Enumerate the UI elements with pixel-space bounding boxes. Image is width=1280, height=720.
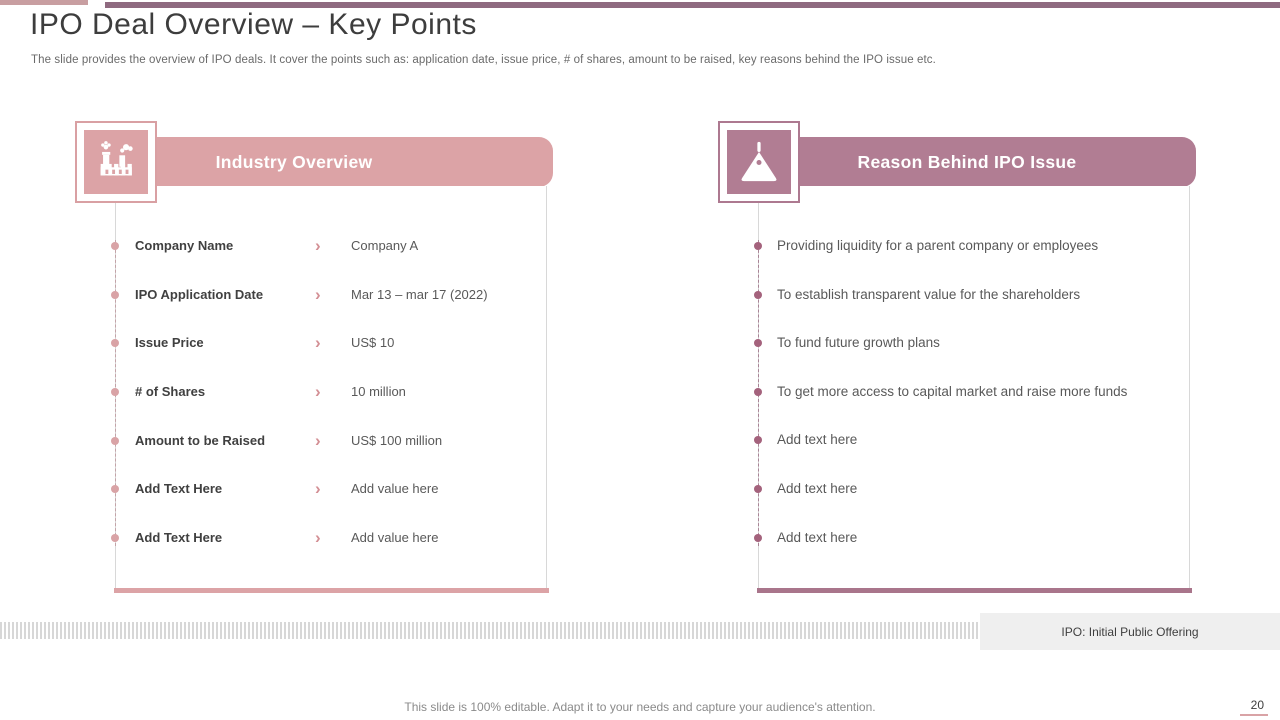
row-value: US$ 10 xyxy=(351,335,395,350)
row-value: US$ 100 million xyxy=(351,433,443,448)
chevron-right-icon: › xyxy=(315,431,321,450)
list-item xyxy=(758,529,1190,547)
page-number-underline xyxy=(1240,714,1268,716)
bullet-icon xyxy=(111,437,119,445)
chevron-right-icon: › xyxy=(315,236,321,255)
table-row xyxy=(115,383,547,401)
list-item-text: Add text here xyxy=(777,481,858,496)
list-item-text: To establish transparent value for the shareholders xyxy=(777,287,1081,302)
bullet-icon xyxy=(754,291,762,299)
right-panel-bottom-accent xyxy=(757,588,1192,593)
table-row xyxy=(115,334,547,352)
list-item xyxy=(758,237,1190,255)
bullet-icon xyxy=(111,485,119,493)
left-panel-header: Industry Overview xyxy=(115,137,553,187)
chevron-right-icon: › xyxy=(315,285,321,304)
ruler-tick-strip xyxy=(0,622,980,639)
list-item-text: To get more access to capital market and raise more funds xyxy=(777,384,1128,399)
abbreviation-note: IPO: Initial Public Offering xyxy=(980,613,1280,650)
page-title: IPO Deal Overview – Key Points xyxy=(30,8,477,41)
chevron-right-icon: › xyxy=(315,479,321,498)
page-subtitle: The slide provides the overview of IPO deals. It cover the points such as: application date, issue price, # of shares, amount to be raised, key reasons behind the IPO issue etc. xyxy=(31,54,936,66)
row-value: 10 million xyxy=(351,384,406,399)
list-item-text: Add text here xyxy=(777,530,858,545)
chevron-right-icon: › xyxy=(315,382,321,401)
bullet-icon xyxy=(111,291,119,299)
left-panel-icon-box xyxy=(75,121,157,203)
top-accent-bar-pink xyxy=(0,0,88,5)
bullet-icon xyxy=(111,388,119,396)
bullet-icon xyxy=(111,339,119,347)
list-item xyxy=(758,334,1190,352)
row-label: Amount to be Raised xyxy=(135,433,266,448)
row-value: Add value here xyxy=(351,481,439,496)
list-item xyxy=(758,383,1190,401)
bullet-icon xyxy=(111,242,119,250)
list-item-text: Add text here xyxy=(777,432,858,447)
bullet-icon xyxy=(754,534,762,542)
list-item xyxy=(758,480,1190,498)
bullet-icon xyxy=(754,436,762,444)
bullet-icon xyxy=(754,485,762,493)
bullet-icon xyxy=(754,388,762,396)
right-panel-icon-box xyxy=(718,121,800,203)
list-item-text: Providing liquidity for a parent company or employees xyxy=(777,238,1099,253)
table-row xyxy=(115,432,547,450)
warning-flask-icon xyxy=(727,130,791,194)
table-row xyxy=(115,237,547,255)
table-row xyxy=(115,480,547,498)
chevron-right-icon: › xyxy=(315,333,321,352)
table-row xyxy=(115,286,547,304)
row-value: Mar 13 – mar 17 (2022) xyxy=(351,287,488,302)
row-label: # of Shares xyxy=(135,384,206,399)
page-number: 20 xyxy=(1250,698,1264,712)
row-label: Company Name xyxy=(135,238,234,253)
row-label: Add Text Here xyxy=(135,530,223,545)
row-label: IPO Application Date xyxy=(135,287,264,302)
row-label: Issue Price xyxy=(135,335,204,350)
row-value: Add value here xyxy=(351,530,439,545)
factory-icon xyxy=(84,130,148,194)
footer-note: This slide is 100% editable. Adapt it to your needs and capture your audience's attention. xyxy=(404,700,876,714)
list-item-text: To fund future growth plans xyxy=(777,335,940,350)
row-value: Company A xyxy=(351,238,419,253)
left-panel-bottom-accent xyxy=(114,588,549,593)
right-panel-header: Reason Behind IPO Issue xyxy=(758,137,1196,187)
list-item xyxy=(758,286,1190,304)
row-label: Add Text Here xyxy=(135,481,223,496)
bullet-icon xyxy=(754,242,762,250)
bullet-icon xyxy=(111,534,119,542)
bullet-icon xyxy=(754,339,762,347)
list-item xyxy=(758,431,1190,449)
table-row xyxy=(115,529,547,547)
chevron-right-icon: › xyxy=(315,528,321,547)
